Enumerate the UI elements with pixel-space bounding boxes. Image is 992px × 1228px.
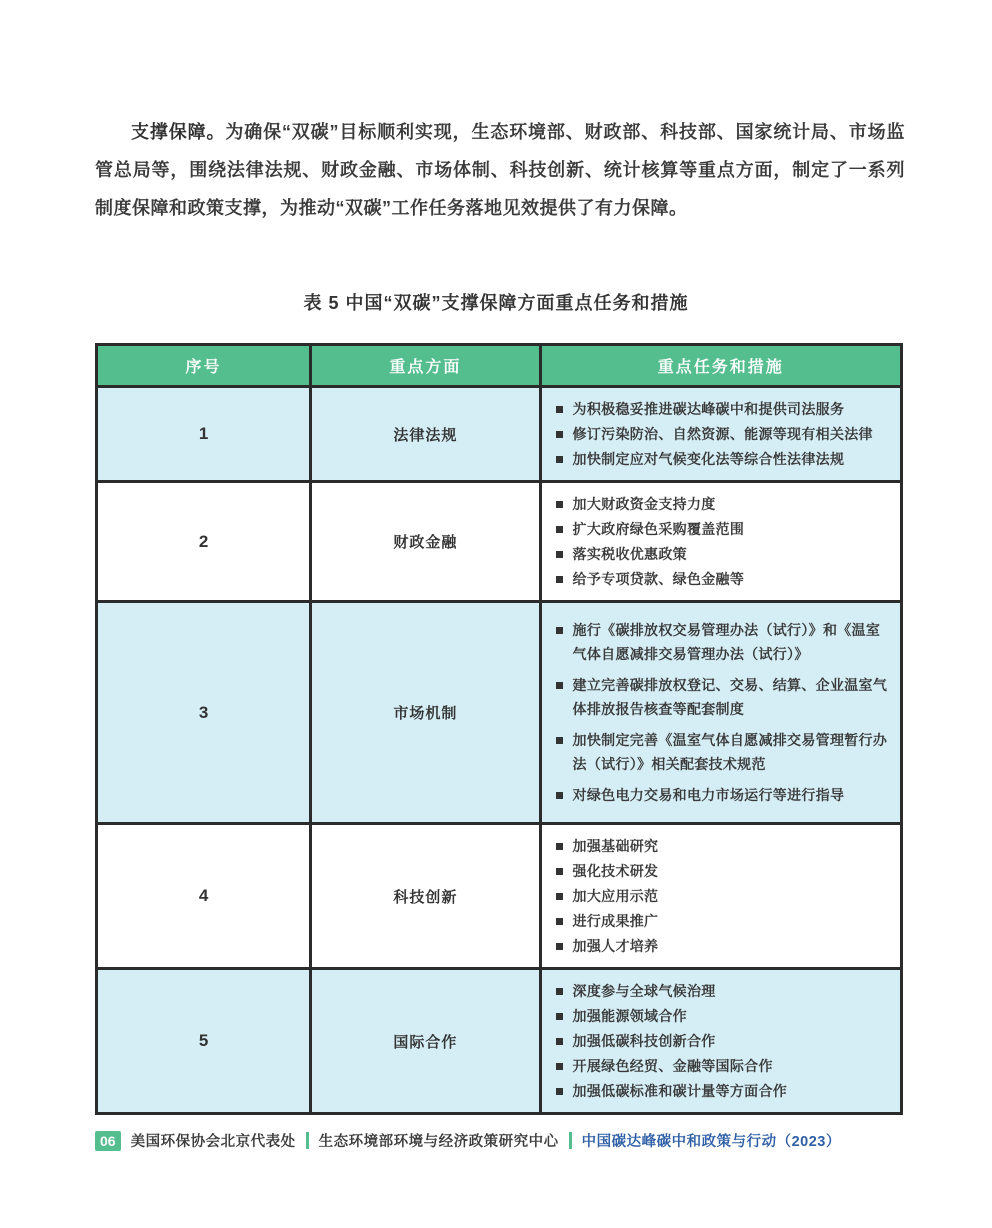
task-text: 为积极稳妥推进碳达峰碳中和提供司法服务 (572, 401, 845, 417)
bullet-square-icon (556, 893, 563, 900)
bullet-square-icon (556, 1088, 563, 1095)
table-row (97, 602, 902, 824)
task-item (556, 884, 890, 908)
bullet-square-icon (556, 1038, 563, 1045)
tasks-cell (540, 482, 901, 602)
tasks-cell (540, 387, 901, 482)
task-item (556, 618, 890, 666)
bullet-square-icon (556, 918, 563, 925)
task-text: 加强基础研究 (572, 838, 659, 854)
task-item (556, 447, 890, 471)
bullet-square-icon (556, 551, 563, 558)
task-text: 强化技术研发 (572, 863, 659, 879)
table-header-area: 重点方面 (311, 345, 540, 387)
task-text: 加强低碳标准和碳计量等方面合作 (572, 1083, 788, 1099)
task-item (556, 542, 890, 566)
task-item (556, 909, 890, 933)
task-item (556, 979, 890, 1003)
row-number-cell: 3 (97, 602, 311, 824)
task-text: 加快制定应对气候变化法等综合性法律法规 (572, 451, 845, 467)
key-area-cell: 财政金融 (311, 482, 540, 602)
table-row (97, 969, 902, 1114)
key-area-cell: 法律法规 (311, 387, 540, 482)
task-item (556, 1004, 890, 1028)
task-text: 加大财政资金支持力度 (572, 496, 716, 512)
intro-paragraph (95, 113, 905, 227)
bullet-square-icon (556, 576, 563, 583)
task-text: 加大应用示范 (572, 888, 659, 904)
task-text: 开展绿色经贸、金融等国际合作 (572, 1058, 773, 1074)
task-text: 加强能源领域合作 (572, 1008, 687, 1024)
bullet-square-icon (556, 456, 563, 463)
bullet-square-icon (556, 737, 563, 744)
page-footer (95, 1130, 841, 1151)
task-text: 对绿色电力交易和电力市场运行等进行指导 (572, 787, 845, 803)
row-number-cell: 4 (97, 824, 311, 969)
task-list (556, 834, 890, 958)
table-header-tasks: 重点任务和措施 (540, 345, 901, 387)
bullet-square-icon (556, 792, 563, 799)
footer-org-1: 美国环保协会北京代表处 (130, 1134, 296, 1150)
task-item (556, 1054, 890, 1078)
task-item (556, 728, 890, 776)
row-number-cell: 5 (97, 969, 311, 1114)
task-item (556, 422, 890, 446)
intro-body: 为确保“双碳”目标顺利实现，生态环境部、财政部、科技部、国家统计局、市场监管总局等，围绕法律法规、财政金融、市场体制、科技创新、统计核算等重点方面，制定了一系列制度保障和政策支撑，为推动“双碳”工作任务落地见效提供了有力保障。 (95, 122, 906, 218)
task-text: 施行《碳排放权交易管理办法（试行）》和《温室气体自愿减排交易管理办法（试行）》 (572, 622, 881, 662)
bullet-square-icon (556, 501, 563, 508)
task-text: 加强低碳科技创新合作 (572, 1033, 716, 1049)
task-text: 加强人才培养 (572, 938, 659, 954)
row-number-cell: 1 (97, 387, 311, 482)
tasks-cell (540, 602, 901, 824)
table-row (97, 387, 902, 482)
task-text: 加快制定完善《温室气体自愿减排交易管理暂行办法（试行）》相关配套技术规范 (572, 732, 888, 772)
task-item (556, 673, 890, 721)
task-item (556, 397, 890, 421)
task-text: 落实税收优惠政策 (572, 546, 687, 562)
task-item (556, 834, 890, 858)
bullet-square-icon (556, 431, 563, 438)
footer-report-title: 中国碳达峰碳中和政策与行动（2023） (581, 1134, 841, 1150)
table-header-row (97, 345, 902, 387)
key-area-cell: 国际合作 (311, 969, 540, 1114)
table-header-no: 序号 (97, 345, 311, 387)
task-text: 修订污染防治、自然资源、能源等现有相关法律 (572, 426, 873, 442)
task-text: 进行成果推广 (572, 913, 659, 929)
task-list (556, 979, 890, 1103)
task-item (556, 1029, 890, 1053)
task-list (556, 618, 890, 807)
bullet-square-icon (556, 868, 563, 875)
task-item (556, 492, 890, 516)
bullet-square-icon (556, 526, 563, 533)
row-number-cell: 2 (97, 482, 311, 602)
task-text: 建立完善碳排放权登记、交易、结算、企业温室气体排放报告核查等配套制度 (572, 677, 888, 717)
bullet-square-icon (556, 843, 563, 850)
bullet-square-icon (556, 682, 563, 689)
bullet-square-icon (556, 406, 563, 413)
tasks-cell (540, 824, 901, 969)
task-text: 深度参与全球气候治理 (572, 983, 716, 999)
support-measures-table (95, 343, 903, 1115)
footer-separator (569, 1132, 572, 1149)
intro-lead: 支撑保障。 (131, 122, 226, 142)
bullet-square-icon (556, 1013, 563, 1020)
footer-org-2: 生态环境部环境与经济政策研究中心 (318, 1134, 559, 1150)
footer-separator (306, 1132, 309, 1149)
bullet-square-icon (556, 988, 563, 995)
tasks-cell (540, 969, 901, 1114)
task-item (556, 934, 890, 958)
table-title: 表 5 中国“双碳”支撑保障方面重点任务和措施 (303, 293, 689, 313)
bullet-square-icon (556, 627, 563, 634)
task-item (556, 517, 890, 541)
task-item (556, 783, 890, 807)
task-item (556, 567, 890, 591)
bullet-square-icon (556, 943, 563, 950)
task-list (556, 397, 890, 471)
task-item (556, 1079, 890, 1103)
page-number-badge: 06 (95, 1131, 121, 1151)
table-row (97, 482, 902, 602)
task-item (556, 859, 890, 883)
task-text: 给予专项贷款、绿色金融等 (572, 571, 745, 587)
bullet-square-icon (556, 1063, 563, 1070)
task-text: 扩大政府绿色采购覆盖范围 (572, 521, 745, 537)
key-area-cell: 科技创新 (311, 824, 540, 969)
task-list (556, 492, 890, 591)
key-area-cell: 市场机制 (311, 602, 540, 824)
table-row (97, 824, 902, 969)
